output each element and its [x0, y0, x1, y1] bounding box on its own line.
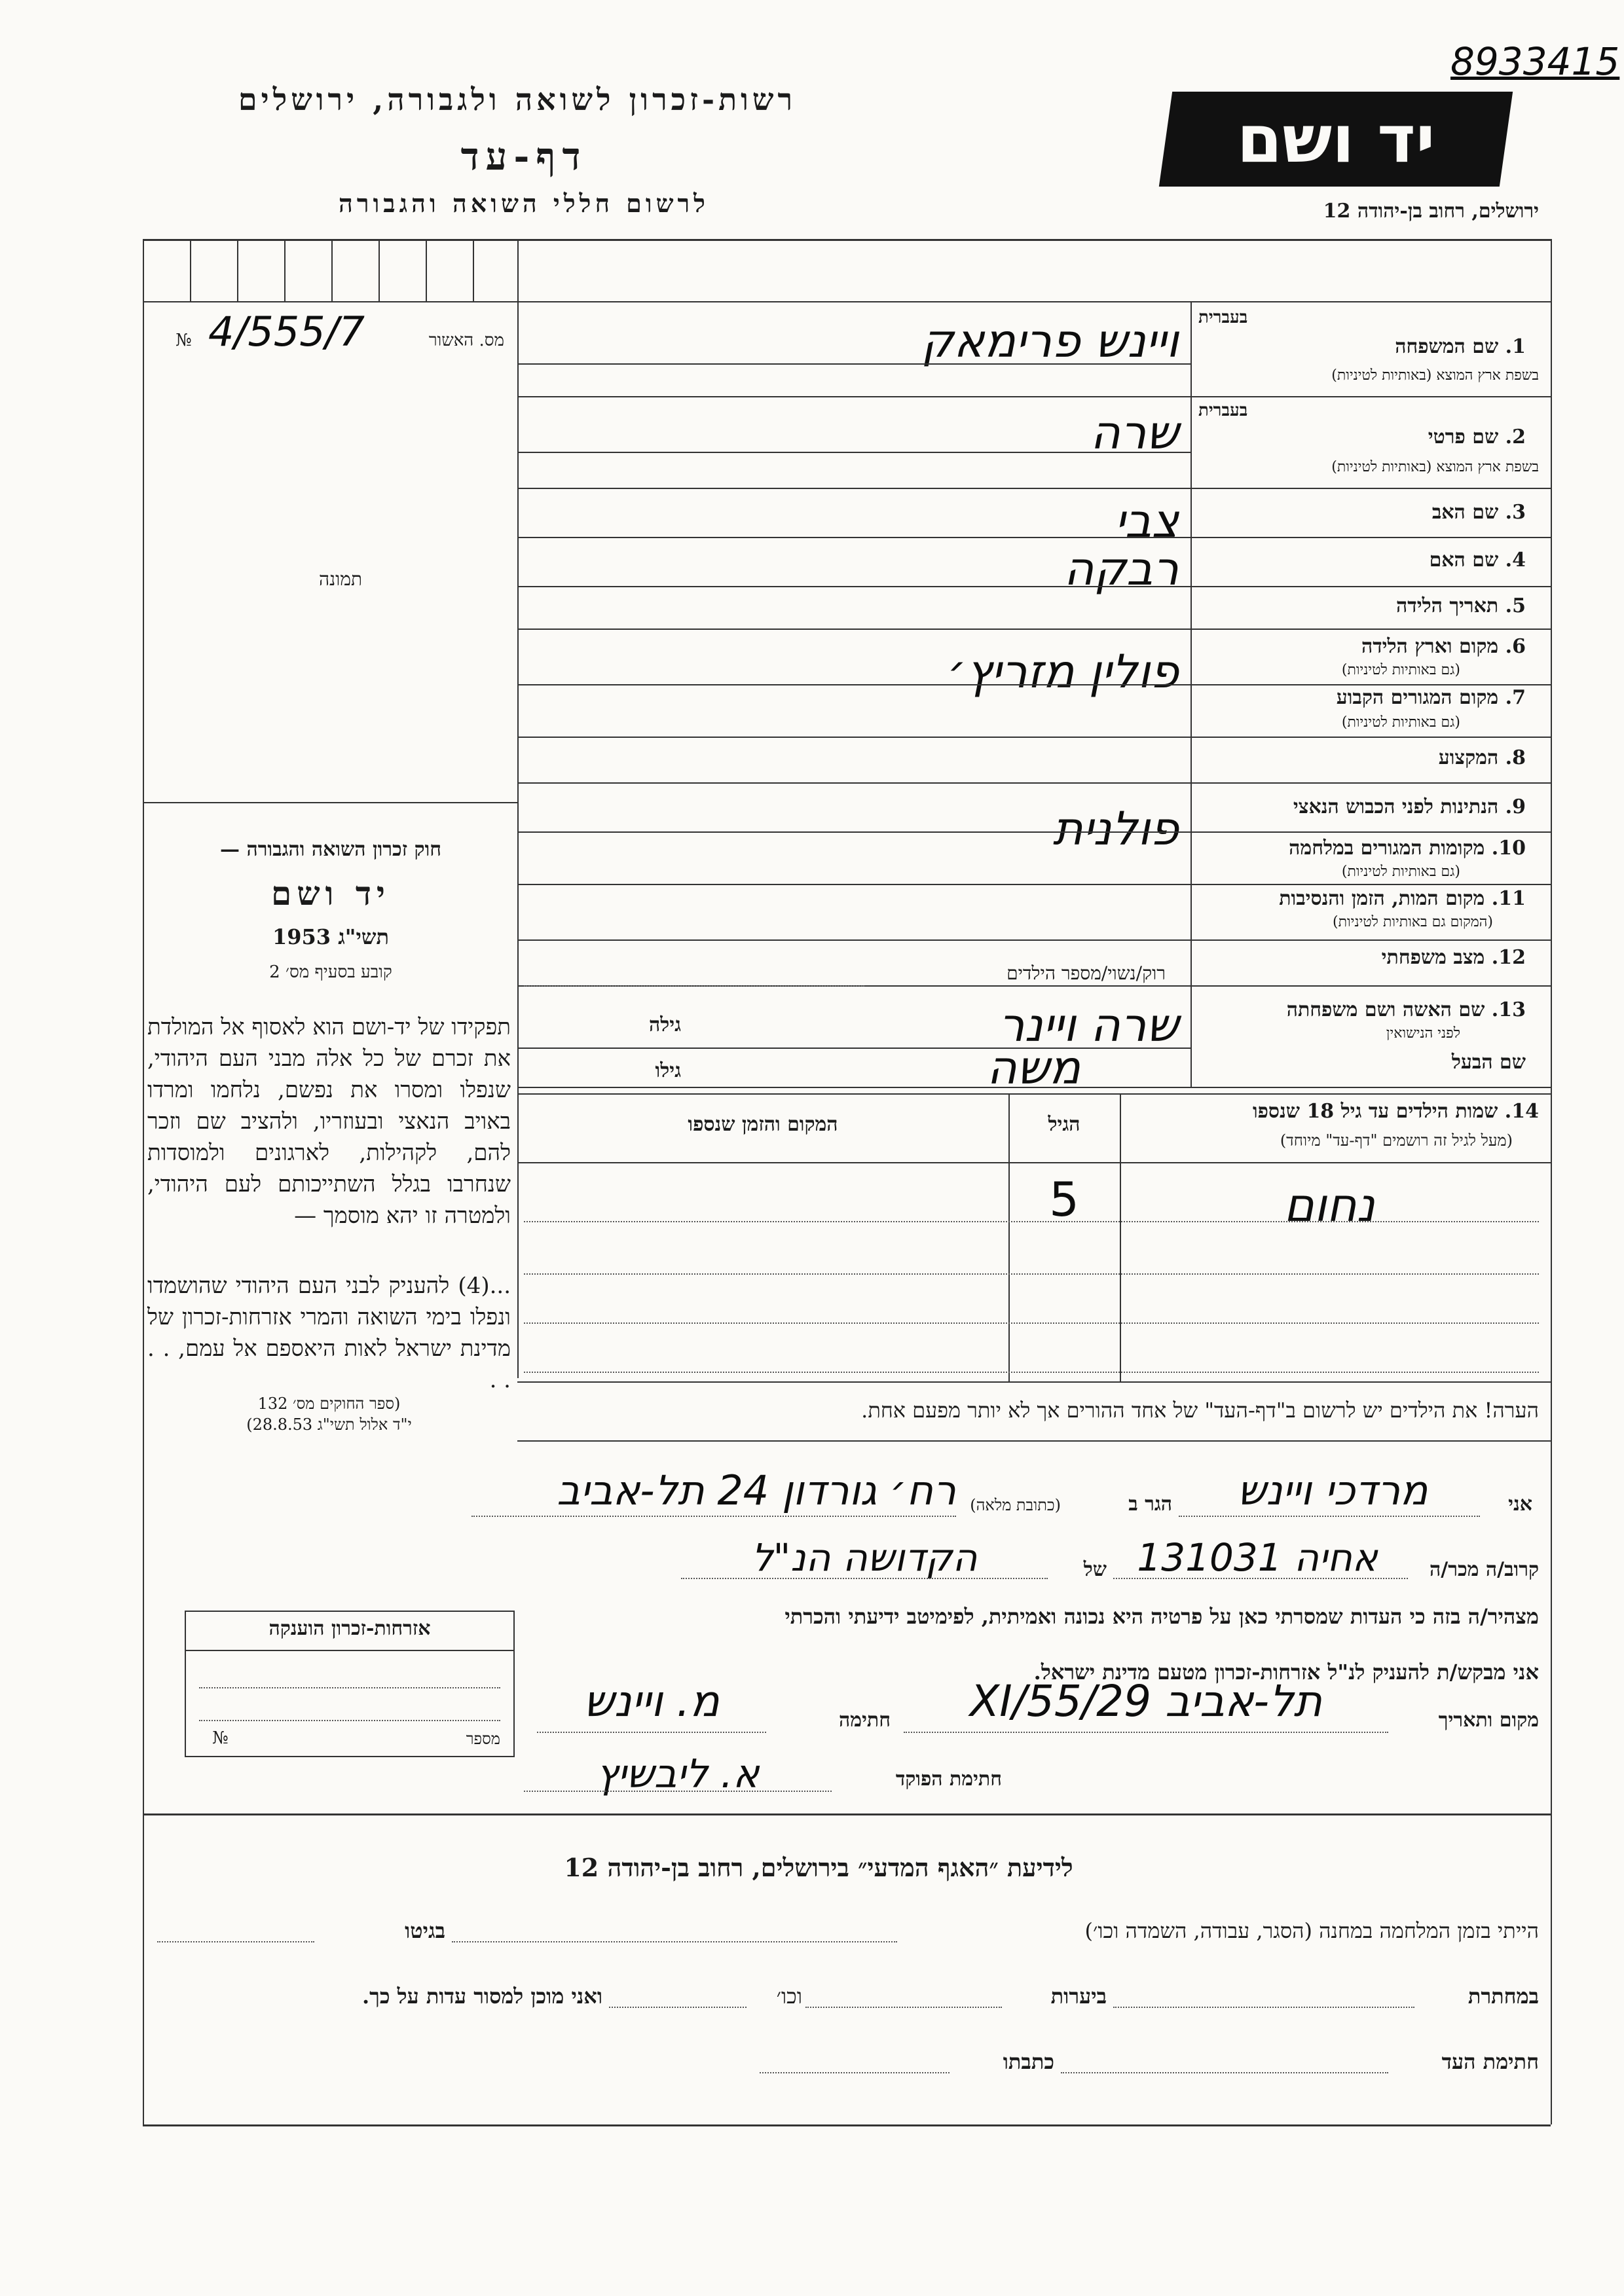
officer-signature: א. ליבשיץ	[596, 1751, 760, 1797]
photo-label: תמונה	[318, 568, 363, 590]
law-text-2: ...(4) להעניק לבני העם היהודי שהושמדו ונפלו בימי השואה והמרי אזרחות-זכרון של מדינת ישראל לאות היאספם אל עמם, . . . .	[147, 1273, 511, 1393]
field-2-hebrew-tag: בעברית	[1198, 401, 1248, 420]
info-line1-a: הייתי בזמן המלחמה במחנה (הסגר, עבודה, השמדה וכו׳)	[1084, 1918, 1539, 1943]
husband-label: שם הבעל	[1451, 1051, 1526, 1074]
relative-value: אחיה 131031	[1137, 1535, 1378, 1580]
archive-number: 8933415	[1450, 39, 1620, 84]
field-1-number: 1.	[1505, 335, 1526, 358]
form-title: דף-עד	[460, 134, 587, 179]
husband-value: משה	[987, 1041, 1080, 1095]
statement: מצהיר/ה בזה כי העדות שמסרתי כאן על פרטיה היא נכונה ואמיתית, לפימיטב ידיעתי והכרתי	[784, 1604, 1539, 1629]
citizenship-box	[185, 1611, 515, 1757]
info-line2-d: ואני מוכן למסור עדות על כך.	[361, 1984, 602, 2009]
relative-label: קרוב/ה מכר/ה	[1430, 1558, 1539, 1581]
field-11-sub: (המקום גם באותיות לטיניות)	[1333, 914, 1493, 930]
age-his-label: גילו	[655, 1059, 681, 1082]
field-10-sub: (גם באותיות לטיניות)	[1341, 864, 1460, 880]
registration-symbol: №	[175, 331, 192, 350]
info-line2-a: במחתרת	[1467, 1984, 1539, 2009]
field-13-label: 13. שם האשה ושם משפחתה	[1286, 998, 1526, 1021]
children-title: 14. שמות הילדים עד גיל 18 שנספו	[1252, 1100, 1539, 1123]
note: הערה! את הילדים יש לרשום ב"דף-העד" של אחד ההורים אך לא יותר מפעם אחת.	[861, 1398, 1539, 1423]
law-year: תשי"ג 1953	[272, 924, 389, 949]
yad-vashem-logo	[1159, 92, 1513, 187]
request: אני מבקש/ת להעניק לנ"ל אזרחות-זכרון מטעם מדינת ישראל.	[1033, 1660, 1539, 1685]
registration-value: 4/555/7	[208, 308, 365, 355]
field-8-label: 8. המקצוע	[1438, 746, 1526, 769]
residing-label: הגר ב	[1128, 1493, 1172, 1516]
field-7-label: 7. מקום המגורים הקבוע	[1336, 686, 1526, 709]
field-3-value: צבי	[1115, 494, 1179, 548]
place-column-header: המקום והזמן שנספו	[688, 1113, 838, 1136]
field-3-label: 3. שם האב	[1431, 501, 1526, 524]
field-9-label: 9. הנתינות לפני הכבוש הנאצי	[1293, 795, 1526, 818]
children-subtitle: (מעל לגיל זה רושמים "דף-עד" מיוחד)	[1280, 1131, 1513, 1150]
child-1-name: נחום	[1283, 1178, 1375, 1232]
of-label: של	[1083, 1558, 1107, 1581]
field-5-label: 5. תאריך הלידה	[1396, 594, 1526, 617]
field-1-hebrew-tag: בעברית	[1198, 308, 1248, 327]
field-12-label: 12. מצב משפחתי	[1381, 946, 1526, 969]
field-10-label: 10. מקומות המגורים במלחמה	[1289, 837, 1526, 860]
citizenship-number-label: מספר	[466, 1730, 500, 1748]
field-6-sub: (גם באותיות לטיניות)	[1341, 662, 1460, 678]
of-value: הקדושה הנ"ל	[751, 1535, 978, 1580]
info-line3-a: חתימת העד	[1441, 2049, 1539, 2074]
info-line2-b: ביערות	[1050, 1984, 1107, 2009]
law-name: יד ושם	[271, 874, 390, 913]
age-her-label: גילה	[648, 1013, 681, 1036]
declarant-address: רח׳ גורדון 24 תל-אביב	[557, 1467, 956, 1514]
field-13-value: שרה ויינר	[998, 998, 1179, 1052]
law-clause: קובע בסעיף מס׳ 2	[269, 962, 392, 982]
citizenship-title: אזרחות-זכרון הוענקה	[268, 1617, 431, 1640]
declarant-name: מרדכי ויינש	[1237, 1467, 1428, 1514]
declaration-i-label: אני	[1508, 1493, 1532, 1516]
info-line1-b: בגיטו	[405, 1918, 445, 1943]
law-text-1: תפקידו של יד-ושם הוא לאסוף אל המולדת את זכרם של כל אלה מבני העם היהודי, שנפלו ומסרו את נפשם, נלחמו ומרדו באויב הנאצי ובעוזריו, ולהציב שם וזכר להם, לקהילות, לארגונים ולמוסדות שנחרבו בגלל השתייכותם לעם היהודי, ולמטרה זו יהא מוסמך —	[147, 1014, 511, 1229]
field-1-value: ויינש פרימאק	[921, 314, 1179, 368]
child-1-age: 5	[1049, 1172, 1079, 1227]
field-11-label: 11. מקום המות, הזמן והנסיבות	[1279, 887, 1526, 910]
logo-text: יד ושם	[1236, 101, 1435, 177]
form-subtitle: לרשום חללי השואה והגבורה	[339, 189, 709, 218]
field-9-value: פולנית	[1052, 802, 1179, 856]
place-date-value: תל-אביב 29/XI/55	[969, 1676, 1322, 1726]
field-2-sub: בשפת ארץ המוצא (באותיות לטיניות)	[1331, 459, 1539, 475]
marital-line-label: רוק/נשוי/מספר הילדים	[1006, 962, 1166, 984]
info-line3-b: כתבתו	[1003, 2049, 1054, 2074]
field-4-label: 4. שם האם	[1429, 549, 1526, 572]
age-column-header: הגיל	[1048, 1113, 1080, 1136]
officer-label: חתימת הפוקד	[895, 1768, 1002, 1791]
authority-title: רשות-זכרון לשואה ולגבורה, ירושלים	[238, 82, 797, 117]
field-1-label: 1. שם המשפחה	[1395, 335, 1526, 358]
field-6-value: פולין מזריץ׳	[947, 645, 1179, 699]
address: ירושלים, רחוב בן-יהודה 12	[1323, 200, 1539, 223]
field-4-value: רבקה	[1063, 542, 1179, 596]
place-date-label: מקום ותאריך	[1438, 1709, 1539, 1732]
field-6-label: 6. מקום וארץ הלידה	[1361, 635, 1526, 658]
address-hint: (כתובת מלאה)	[970, 1496, 1061, 1514]
law-ref-2: י"ד אלול תשי"ג 28.8.53)	[246, 1415, 412, 1434]
signature-value: מ. ויינש	[583, 1676, 720, 1726]
citizenship-number-symbol: №	[212, 1728, 229, 1748]
field-7-sub: (גם באותיות לטיניות)	[1341, 714, 1460, 731]
field-13-sub: לפני הנישואין	[1386, 1025, 1460, 1042]
registration-label: מס. האשור	[428, 331, 504, 350]
field-1-sub: בשפת ארץ המוצא (באותיות לטיניות)	[1331, 367, 1539, 384]
info-title: לידיעת ״האגף המדעי״ בירושלים, רחוב בן-יהודה 12	[564, 1853, 1073, 1882]
field-2-label: 2. שם פרטי	[1428, 426, 1526, 448]
law-ref-1: (ספר החוקים מס׳ 132	[257, 1394, 401, 1413]
info-line2-c: וכו׳	[776, 1984, 802, 2009]
law-title: חוק זכרון השואה והגבורה —	[220, 838, 441, 861]
signature-label: חתימה	[839, 1709, 891, 1732]
field-2-value: שרה	[1090, 406, 1179, 460]
